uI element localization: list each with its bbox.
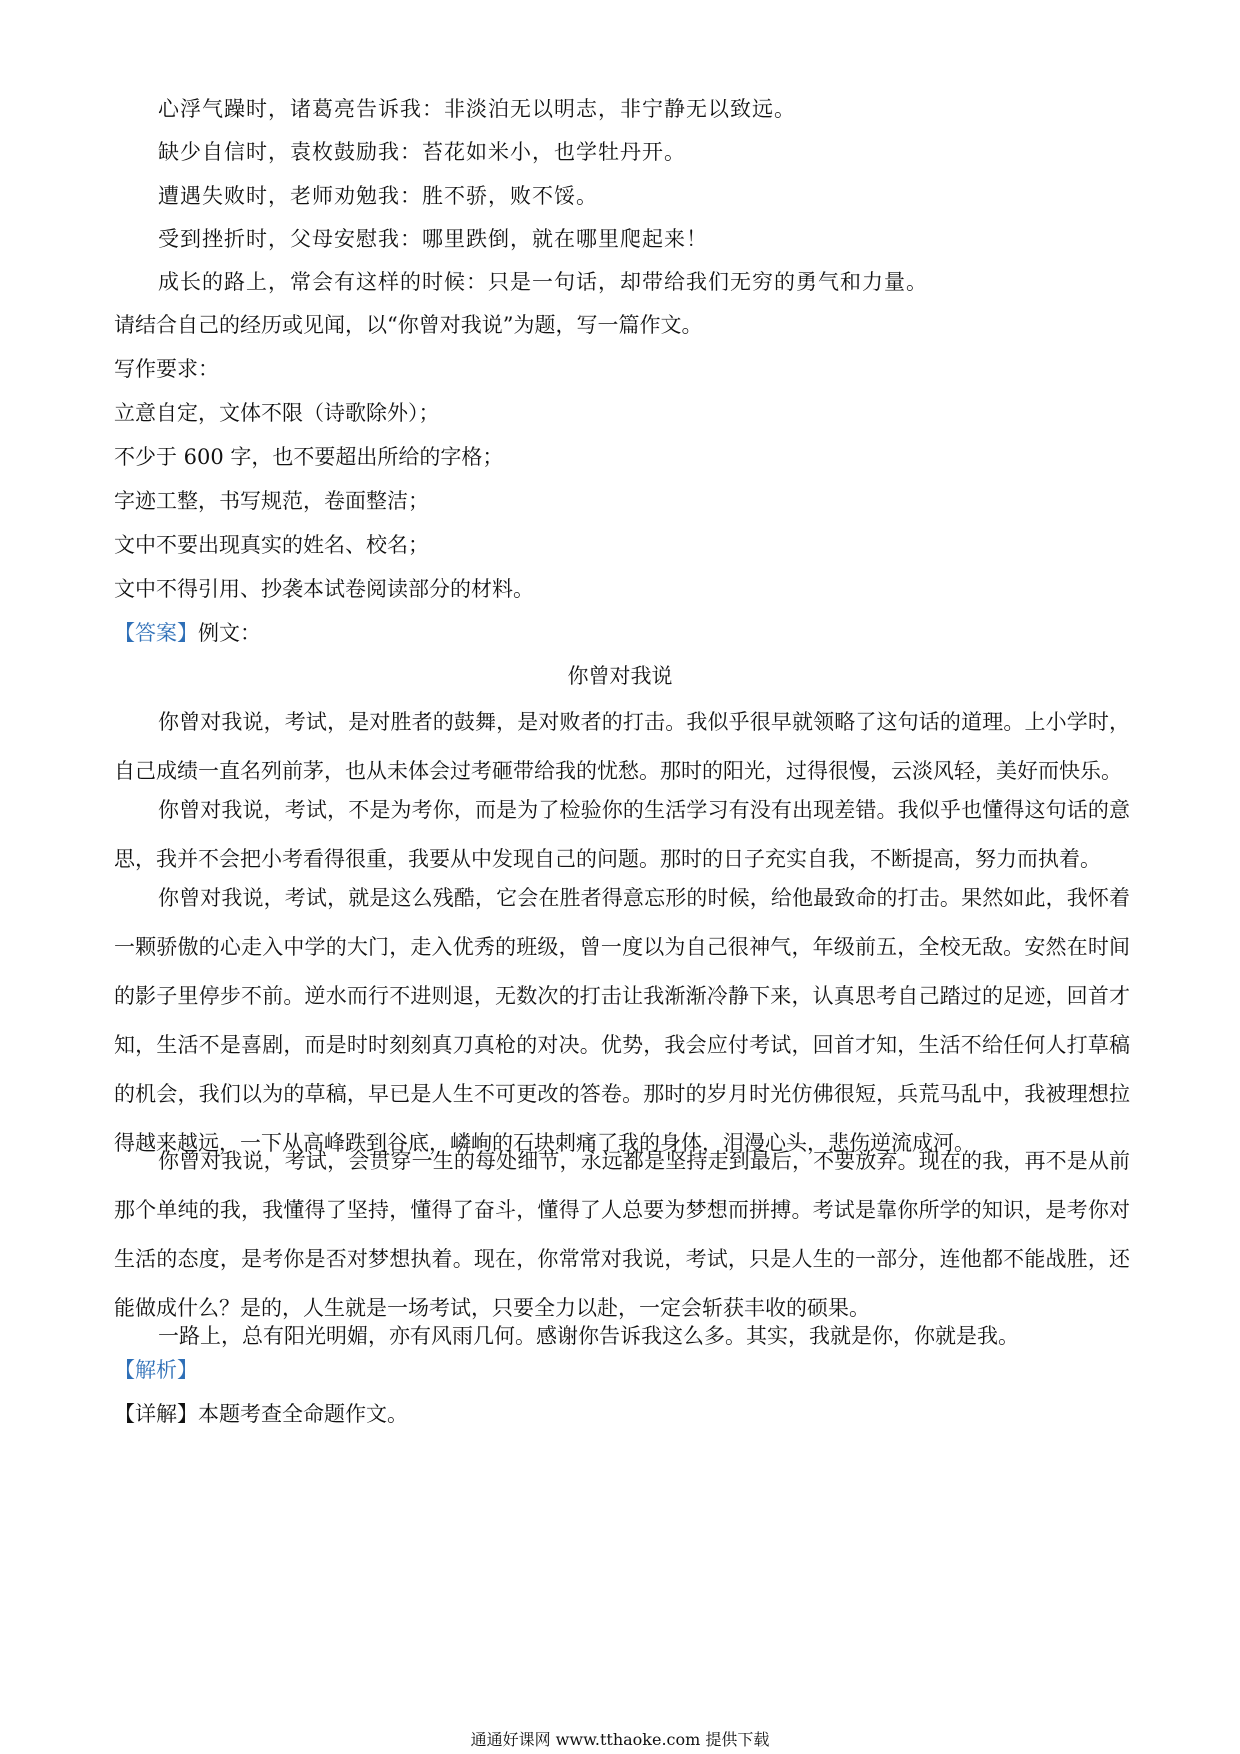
answer-tag: 【答案】	[114, 621, 198, 645]
prompt-line-1: 心浮气躁时，诸葛亮告诉我：非淡泊无以明志，非宁静无以致远。	[158, 97, 796, 121]
essay-title: 你曾对我说	[567, 664, 673, 688]
detail-line	[114, 1400, 408, 1428]
essay-paragraph-4: 你曾对我说，考试，会贯穿一生的每处细节，永远都是坚持走到最后，不要放弃。现在的我，再不是从前那个单纯的我，我懂得了坚持，懂得了奋斗，懂得了人总要为梦想而拼搏。考试是靠你所学的知识，是考你对生活的态度，是考你是否对梦想执着。现在，你常常对我说，考试，只是人生的一部分，连他都不能战胜，还能做成什么？是的，人生就是一场考试，只要全力以赴，一定会斩获丰收的硕果。	[114, 1149, 1130, 1320]
analysis-tag: 【解析】	[114, 1358, 198, 1382]
requirement-5: 文中不得引用、抄袭本试卷阅读部分的材料。	[114, 577, 534, 601]
footer-credit: 通通好课网 www.tthaoke.com 提供下载	[470, 1730, 770, 1749]
detail-tag: 【详解】	[114, 1402, 198, 1426]
prompt-line-5: 成长的路上，常会有这样的时候：只是一句话，却带给我们无穷的勇气和力量。	[158, 270, 928, 294]
requirement-4: 文中不要出现真实的姓名、校名；	[114, 533, 429, 557]
requirement-1: 立意自定，文体不限（诗歌除外）；	[114, 401, 440, 425]
requirement-3: 字迹工整，书写规范，卷面整洁；	[114, 489, 429, 513]
prompt-line-3: 遭遇失败时，老师劝勉我：胜不骄，败不馁。	[158, 184, 598, 208]
answer-text: 例文：	[198, 621, 261, 645]
answer-line	[114, 619, 261, 647]
essay-paragraph-2: 你曾对我说，考试，不是为考你，而是为了检验你的生活学习有没有出现差错。我似乎也懂得这句话的意思，我并不会把小考看得很重，我要从中发现自己的问题。那时的日子充实自我，不断提高，努力而执着。	[114, 798, 1130, 871]
prompt-line-4: 受到挫折时，父母安慰我：哪里跌倒，就在哪里爬起来！	[158, 227, 708, 251]
requirements-heading: 写作要求：	[114, 357, 219, 381]
essay-paragraph-5: 一路上，总有阳光明媚，亦有风雨几何。感谢你告诉我这么多。其实，我就是你，你就是我。	[158, 1324, 1019, 1348]
detail-text: 本题考查全命题作文。	[198, 1402, 408, 1426]
instruction: 请结合自己的经历或见闻，以“你曾对我说”为题，写一篇作文。	[114, 313, 703, 337]
essay-paragraph-3: 你曾对我说，考试，就是这么残酷，它会在胜者得意忘形的时候，给他最致命的打击。果然如此，我怀着一颗骄傲的心走入中学的大门，走入优秀的班级，曾一度以为自己很神气，年级前五，全校无敌。安然在时间的影子里停步不前。逆水而行不进则退，无数次的打击让我渐渐冷静下来，认真思考自己踏过的足迹，回首才知，生活不是喜剧，而是时时刻刻真刀真枪的对决。优势，我会应付考试，回首才知，生活不给任何人打草稿的机会，我们以为的草稿，早已是人生不可更改的答卷。那时的岁月时光仿佛很短，兵荒马乱中，我被理想拉得越来越远，一下从高峰跌到谷底，嶙峋的石块刺痛了我的身体，泪漫心头，悲伤逆流成河。	[114, 886, 1130, 1155]
essay-paragraph-1: 你曾对我说，考试，是对胜者的鼓舞，是对败者的打击。我似乎很早就领略了这句话的道理。上小学时，自己成绩一直名列前茅，也从未体会过考砸带给我的忧愁。那时的阳光，过得很慢，云淡风轻，美好而快乐。	[114, 710, 1130, 783]
prompt-line-2: 缺少自信时，袁枚鼓励我：苔花如米小，也学牡丹开。	[158, 140, 686, 164]
requirement-2: 不少于 600 字，也不要超出所给的字格；	[114, 445, 504, 469]
